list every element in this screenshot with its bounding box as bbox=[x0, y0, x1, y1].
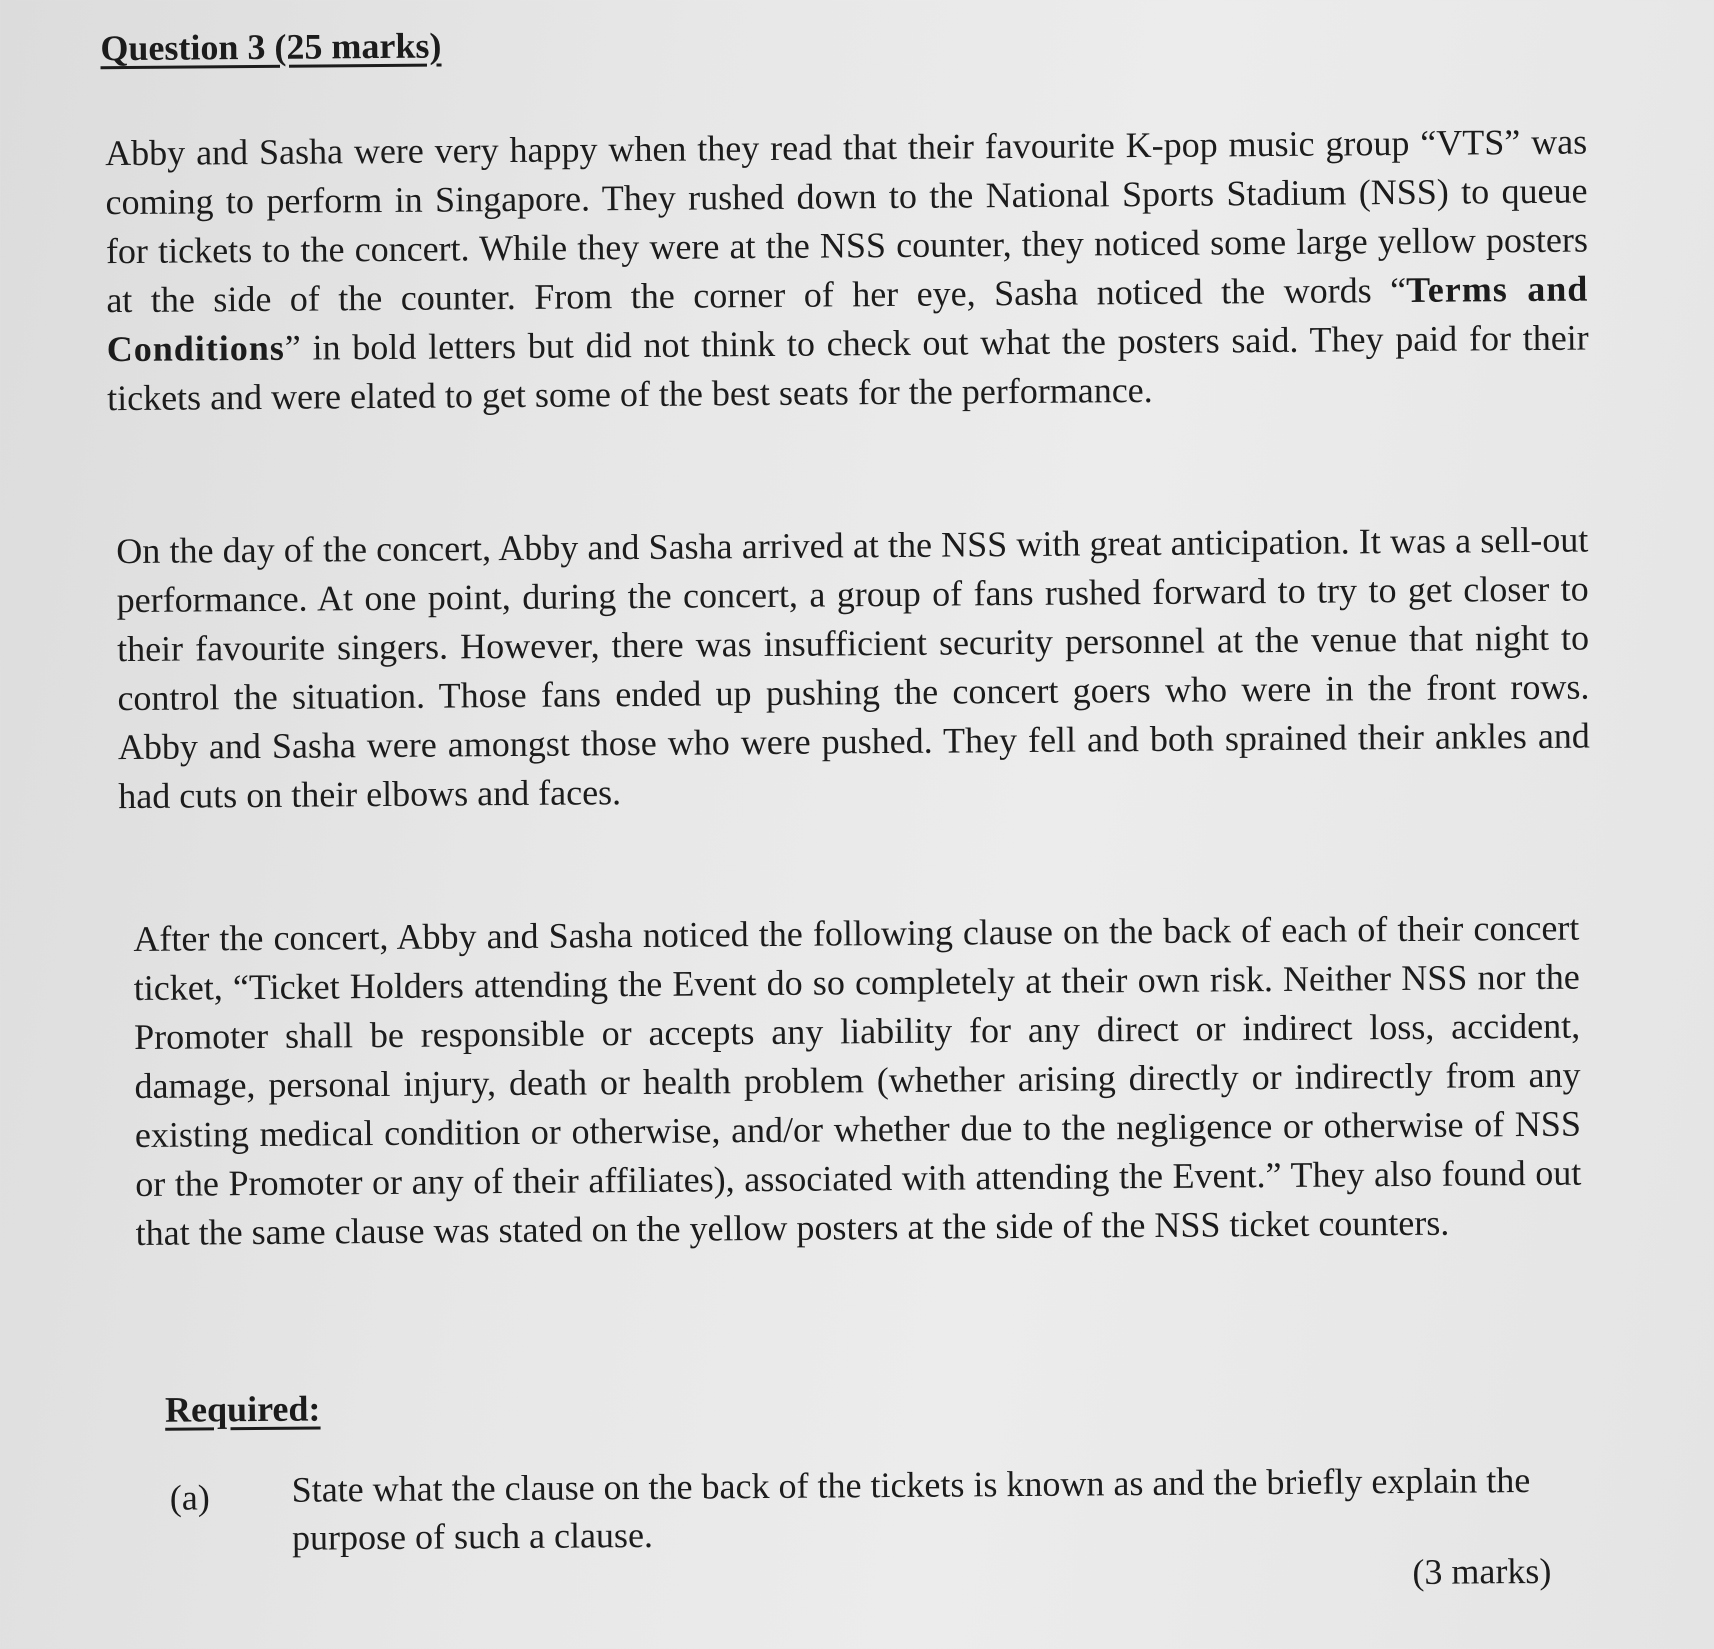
sub-question-label: (a) bbox=[169, 1477, 210, 1518]
paragraph-1-text-end: ” in bold letters but did not think to check out what the posters said. They paid for their tickets and were elated to get some of the best seats for the performance. bbox=[106, 317, 1589, 419]
scenario-paragraph-1 bbox=[105, 118, 1589, 424]
terms-and-conditions-bold: Terms and Conditions bbox=[106, 268, 1589, 370]
scenario-paragraph-3: After the concert, Abby and Sasha noticed the following clause on the back of each of their concert ticket, “Ticket Holders attending the Event do so completely at their own risk. Neither NSS nor the Promoter shall be responsible or accepts any liability for any direct or indirect loss, accident, damage, personal injury, death or health problem (whether arising directly or indirectly from any existing medical condition or otherwise, and/or whether due to the negligence or otherwise of NSS or the Promoter or any of their affiliates), associated with attending the Event.” They also found out that the same clause was stated on the yellow posters at the side of the NSS ticket counters. bbox=[133, 907, 1582, 1253]
sub-question-marks: (3 marks) bbox=[1412, 1550, 1552, 1592]
paragraph-1-text-start: Abby and Sasha were very happy when they read that their favourite K-pop music group “VTS” was coming to perform in Singapore. They rushed down to the National Sports Stadium (NSS) to queue for tickets to the concert. While they were at the NSS counter, they noticed some large yellow posters at the side of the counter. From the corner of her eye, Sasha noticed the words “ bbox=[105, 121, 1589, 321]
scenario-paragraph-2: On the day of the concert, Abby and Sasha arrived at the NSS with great anticipation. It was a sell-out performance. At one point, during the concert, a group of fans rushed forward to try to get closer to their favourite singers. However, there was insufficient security personnel at the venue that night to control the situation. Those fans ended up pushing the concert goers who were in the front rows. Abby and Sasha were amongst those who were pushed. They fell and both sprained their ankles and had cuts on their elbows and faces. bbox=[116, 519, 1590, 817]
sub-question-text: State what the clause on the back of the tickets is known as and the briefly explain the purpose of such a clause. bbox=[291, 1460, 1531, 1558]
required-heading: Required: bbox=[164, 1388, 321, 1430]
question-heading: Question 3 (25 marks) bbox=[100, 25, 442, 69]
